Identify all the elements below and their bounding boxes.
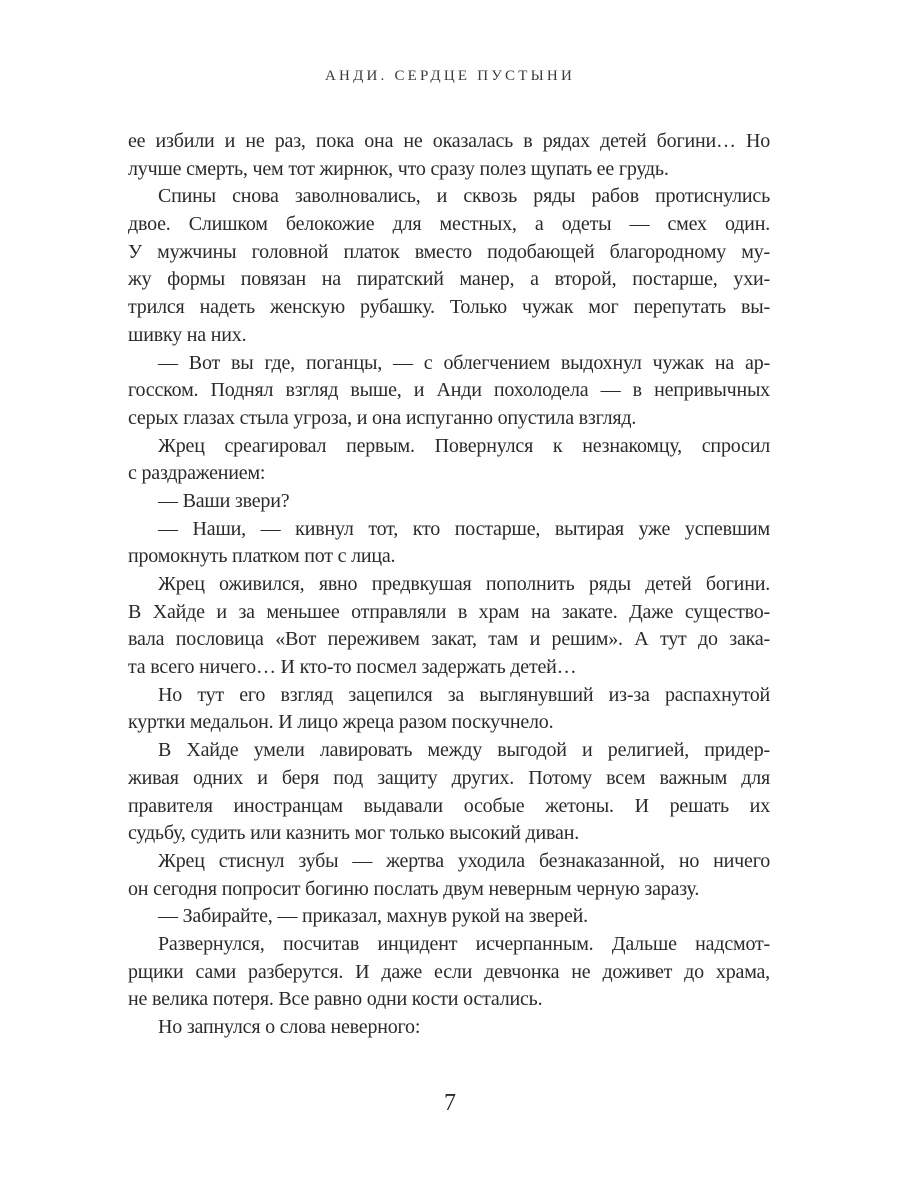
text-line: — Забирайте, — приказал, махнув рукой на зверей. — [158, 905, 588, 928]
text-line: ее избили и не раз, пока она не оказалась в рядах детей богини… Но — [128, 130, 770, 152]
text-line: двое. Слишком белокожие для местных, а одеты — смех один. — [128, 213, 770, 236]
text-line: лучше смерть, чем тот жирнюк, что сразу полез щупать ее грудь. — [128, 157, 669, 180]
text-line: он сегодня попросит богиню послать двум неверным черную заразу. — [128, 877, 700, 900]
text-line: жу формы повязан на пиратский манер, а второй, постарше, ухи- — [128, 268, 770, 291]
text-line: серых глазах стыла угроза, и она испуганно опустила взгляд. — [128, 406, 637, 429]
text-line: Спины снова заволновались, и сквозь ряды рабов протиснулись — [158, 185, 770, 208]
text-line: Жрец стиснул зубы — жертва уходила безнаказанной, но ничего — [158, 849, 770, 872]
text-line: Но запнулся о слова неверного: — [158, 1016, 421, 1038]
text-line: госском. Поднял взгляд выше, и Анди похолодела — в непривычных — [128, 379, 770, 402]
text-line: шивку на них. — [128, 323, 247, 346]
text-line: — Ваши звери? — [158, 489, 290, 512]
text-line: Развернулся, посчитав инцидент исчерпанным. Дальше надсмот- — [158, 932, 770, 955]
text-line: живая одних и беря под защиту других. Потому всем важным для — [128, 766, 770, 789]
text-line: судьбу, судить или казнить мог только высокий диван. — [128, 822, 579, 845]
text-line: рщики сами разберутся. И даже если девчонка не доживет до храма, — [128, 960, 770, 983]
text-line: промокнуть платком пот с лица. — [128, 545, 396, 568]
text-line: Но тут его взгляд зацепился за выглянувший из-за распахнутой — [158, 683, 770, 706]
running-head: АНДИ. СЕРДЦЕ ПУСТЫНИ — [325, 68, 575, 84]
page-number: 7 — [444, 1090, 456, 1116]
text-line: не велика потеря. Все равно одни кости остались. — [128, 988, 543, 1011]
text-line: вала пословица «Вот переживем закат, там и решим». А тут до зака- — [128, 628, 770, 651]
text-line: В Хайде и за меньшее отправляли в храм на закате. Даже существо- — [128, 600, 770, 623]
text-line: Жрец среагировал первым. Повернулся к незнакомцу, спросил — [158, 434, 770, 457]
text-line: та всего ничего… И кто-то посмел задержать детей… — [128, 656, 577, 679]
text-line: куртки медальон. И лицо жреца разом поскучнело. — [128, 711, 554, 734]
text-line: Жрец оживился, явно предвкушая пополнить ряды детей богини. — [158, 573, 770, 595]
text-line: В Хайде умели лавировать между выгодой и религией, придер- — [158, 739, 770, 762]
text-line: трился надеть женскую рубашку. Только чужак мог перепутать вы- — [128, 296, 770, 319]
body-text — [128, 128, 770, 1042]
text-line: правителя иностранцам выдавали особые жетоны. И решать их — [128, 794, 770, 817]
text-line: — Вот вы где, поганцы, — с облегчением выдохнул чужак на ар- — [158, 351, 770, 374]
text-line: — Наши, — кивнул тот, кто постарше, вытирая уже успевшим — [158, 517, 770, 540]
text-line: У мужчины головной платок вместо подобающей благородному му- — [128, 240, 770, 263]
text-line: с раздражением: — [128, 462, 266, 485]
